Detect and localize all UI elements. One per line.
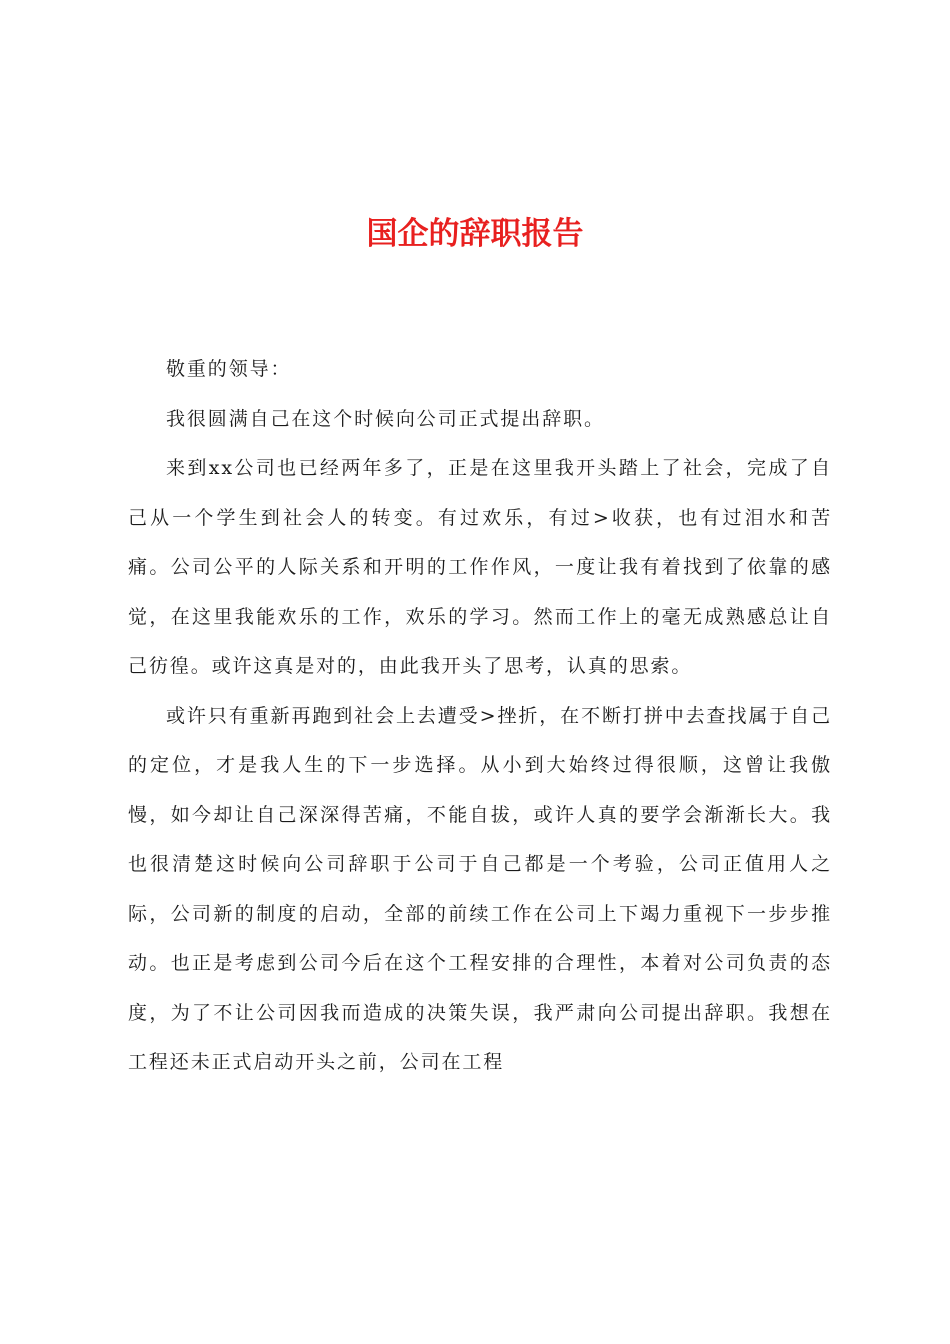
document-title: 国企的辞职报告 bbox=[366, 216, 584, 252]
paragraph: 来到xx公司也已经两年多了，正是在这里我开头踏上了社会，完成了自己从一个学生到社会人的转变。有过欢乐，有过>收获，也有过泪水和苦痛。公司公平的人际关系和开明的工作作风，一度让我有着找到了依靠的感觉，在这里我能欢乐的工作，欢乐的学习。然而工作上的毫无成熟感总让自己彷徨。或许这真是对的，由此我开头了思考，认真的思索。 bbox=[128, 457, 832, 677]
document-body bbox=[128, 345, 832, 1088]
salutation: 敬重的领导： bbox=[166, 358, 292, 380]
paragraph: 或许只有重新再跑到社会上去遭受>挫折，在不断打拼中去查找属于自己的定位，才是我人生的下一步选择。从小到大始终过得很顺，这曾让我傲慢，如今却让自己深深得苦痛，不能自拔，或许人真的要学会渐渐长大。我也很清楚这时候向公司辞职于公司于自己都是一个考验，公司正值用人之际，公司新的制度的启动，全部的前续工作在公司上下竭力重视下一步步推动。也正是考虑到公司今后在这个工程安排的合理性，本着对公司负责的态度，为了不让公司因我而造成的决策失误，我严肃向公司提出辞职。我想在工程还未正式启动开头之前，公司在工程 bbox=[128, 704, 832, 1073]
paragraph: 我很圆满自己在这个时候向公司正式提出辞职。 bbox=[166, 407, 605, 430]
